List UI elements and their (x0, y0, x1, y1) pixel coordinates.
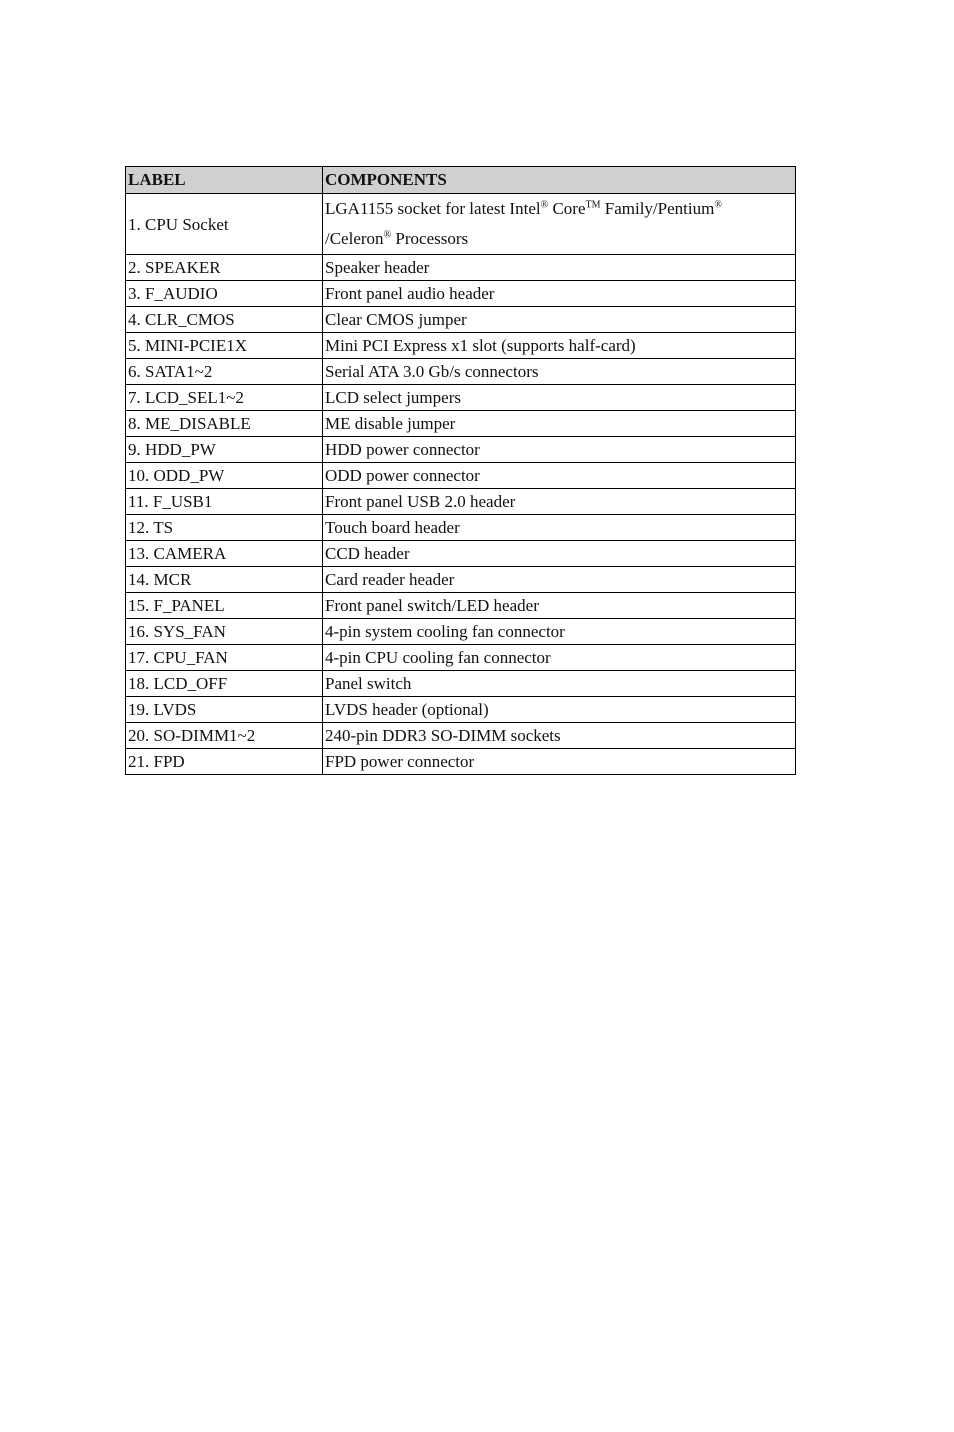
registered-mark: ® (714, 199, 722, 211)
component-text-part: LGA1155 socket for latest Intel (325, 199, 541, 218)
table-row (126, 385, 796, 411)
row-component: Mini PCI Express x1 slot (supports half-card) (323, 333, 796, 359)
row-component: 4-pin system cooling fan connector (323, 619, 796, 645)
row-label: 13. CAMERA (126, 541, 323, 567)
row-component: HDD power connector (323, 437, 796, 463)
table-row (126, 281, 796, 307)
component-text-part: /Celeron (325, 229, 384, 248)
table-row (126, 723, 796, 749)
table-header-row (126, 167, 796, 194)
table-row (126, 359, 796, 385)
table-row (126, 489, 796, 515)
table-row (126, 567, 796, 593)
row-label: 19. LVDS (126, 697, 323, 723)
row-label: 7. LCD_SEL1~2 (126, 385, 323, 411)
table-row (126, 437, 796, 463)
table-row (126, 515, 796, 541)
row-component: Serial ATA 3.0 Gb/s connectors (323, 359, 796, 385)
row-label: 11. F_USB1 (126, 489, 323, 515)
row-label: 5. MINI-PCIE1X (126, 333, 323, 359)
table-row (126, 333, 796, 359)
row-label: 20. SO-DIMM1~2 (126, 723, 323, 749)
row-label: 8. ME_DISABLE (126, 411, 323, 437)
table-row (126, 593, 796, 619)
table-row (126, 307, 796, 333)
row-component: Front panel USB 2.0 header (323, 489, 796, 515)
row-component: CCD header (323, 541, 796, 567)
row-component: FPD power connector (323, 749, 796, 775)
row-component (323, 194, 796, 255)
row-component: Card reader header (323, 567, 796, 593)
row-label: 18. LCD_OFF (126, 671, 323, 697)
trademark-mark: TM (585, 199, 601, 211)
table-row (126, 463, 796, 489)
row-label: 15. F_PANEL (126, 593, 323, 619)
row-label: 1. CPU Socket (126, 194, 323, 255)
row-component: Panel switch (323, 671, 796, 697)
row-component: Front panel audio header (323, 281, 796, 307)
row-component: ME disable jumper (323, 411, 796, 437)
table-row (126, 645, 796, 671)
table-row (126, 194, 796, 255)
registered-mark: ® (383, 229, 392, 241)
row-label: 9. HDD_PW (126, 437, 323, 463)
row-label: 12. TS (126, 515, 323, 541)
table-row (126, 255, 796, 281)
component-text-part: Core (548, 199, 586, 218)
components-column-header: COMPONENTS (323, 167, 796, 194)
row-label: 14. MCR (126, 567, 323, 593)
row-label: 21. FPD (126, 749, 323, 775)
row-label: 4. CLR_CMOS (126, 307, 323, 333)
row-component: ODD power connector (323, 463, 796, 489)
label-column-header: LABEL (126, 167, 323, 194)
row-label: 17. CPU_FAN (126, 645, 323, 671)
registered-mark: ® (540, 199, 549, 211)
table-row (126, 411, 796, 437)
component-text-part: Family/Pentium (600, 199, 715, 218)
row-component: LCD select jumpers (323, 385, 796, 411)
row-label: 3. F_AUDIO (126, 281, 323, 307)
table-row (126, 619, 796, 645)
table-row (126, 671, 796, 697)
row-label: 10. ODD_PW (126, 463, 323, 489)
row-component: LVDS header (optional) (323, 697, 796, 723)
row-component: Clear CMOS jumper (323, 307, 796, 333)
components-table (125, 166, 796, 775)
row-label: 16. SYS_FAN (126, 619, 323, 645)
row-label: 6. SATA1~2 (126, 359, 323, 385)
row-component: Speaker header (323, 255, 796, 281)
row-component: 4-pin CPU cooling fan connector (323, 645, 796, 671)
table-row (126, 697, 796, 723)
table-row (126, 541, 796, 567)
component-text-part: Processors (391, 229, 469, 248)
row-label: 2. SPEAKER (126, 255, 323, 281)
row-component: Touch board header (323, 515, 796, 541)
table-row (126, 749, 796, 775)
row-component: 240-pin DDR3 SO-DIMM sockets (323, 723, 796, 749)
row-component: Front panel switch/LED header (323, 593, 796, 619)
